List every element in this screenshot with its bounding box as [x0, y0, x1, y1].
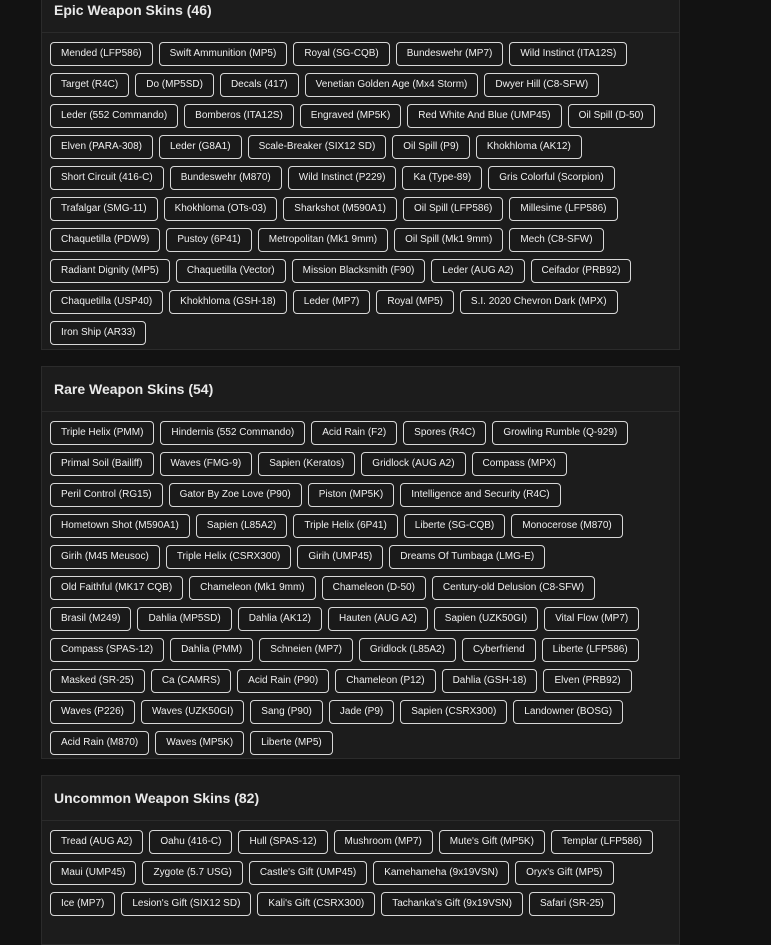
- skin-chip[interactable]: Scale-Breaker (SIX12 SD): [248, 135, 387, 159]
- skin-chip[interactable]: Elven (PRB92): [543, 669, 631, 693]
- skin-chip[interactable]: Gridlock (AUG A2): [361, 452, 465, 476]
- skin-chip[interactable]: Compass (SPAS-12): [50, 638, 164, 662]
- skin-chip[interactable]: Mended (LFP586): [50, 42, 153, 66]
- skin-chip[interactable]: Triple Helix (CSRX300): [166, 545, 292, 569]
- skin-chip[interactable]: Zygote (5.7 USG): [142, 861, 242, 885]
- uncommon-skins-title: Uncommon Weapon Skins (82): [42, 776, 679, 821]
- skin-chip[interactable]: Ka (Type-89): [402, 166, 482, 190]
- skin-chip[interactable]: Triple Helix (PMM): [50, 421, 154, 445]
- skin-chip[interactable]: Royal (SG-CQB): [293, 42, 389, 66]
- skin-chip[interactable]: Templar (LFP586): [551, 830, 653, 854]
- skin-chip[interactable]: Bomberos (ITA12S): [184, 104, 294, 128]
- skin-chip[interactable]: Vital Flow (MP7): [544, 607, 639, 631]
- skin-chip[interactable]: Century-old Delusion (C8-SFW): [432, 576, 595, 600]
- skin-chip[interactable]: Sharkshot (M590A1): [283, 197, 397, 221]
- skin-chip[interactable]: Peril Control (RG15): [50, 483, 163, 507]
- skin-chip[interactable]: Waves (FMG-9): [160, 452, 253, 476]
- skin-chip[interactable]: Engraved (MP5K): [300, 104, 401, 128]
- skin-chip[interactable]: Ca (CAMRS): [151, 669, 231, 693]
- skin-chip[interactable]: Wild Instinct (P229): [288, 166, 397, 190]
- skin-chip[interactable]: Hindernis (552 Commando): [160, 421, 305, 445]
- skin-chip[interactable]: Liberte (MP5): [250, 731, 333, 755]
- rare-skins-panel: [41, 366, 680, 759]
- rare-skins-title: Rare Weapon Skins (54): [42, 367, 679, 412]
- skin-chip[interactable]: Triple Helix (6P41): [293, 514, 397, 538]
- skin-chip[interactable]: Safari (SR-25): [529, 892, 615, 916]
- skin-chip[interactable]: Red White And Blue (UMP45): [407, 104, 561, 128]
- skin-chip[interactable]: Dreams Of Tumbaga (LMG-E): [389, 545, 545, 569]
- skin-chip[interactable]: Girih (M45 Meusoc): [50, 545, 160, 569]
- skin-chip[interactable]: Dahlia (MP5SD): [137, 607, 231, 631]
- skin-chip[interactable]: Ice (MP7): [50, 892, 115, 916]
- skin-chip[interactable]: Swift Ammunition (MP5): [159, 42, 288, 66]
- skin-chip[interactable]: Mute's Gift (MP5K): [439, 830, 545, 854]
- skin-chip[interactable]: Acid Rain (F2): [311, 421, 397, 445]
- skin-chip[interactable]: Dahlia (PMM): [170, 638, 253, 662]
- skin-chip[interactable]: Venetian Golden Age (Mx4 Storm): [305, 73, 479, 97]
- skin-chip[interactable]: Metropolitan (Mk1 9mm): [258, 228, 388, 252]
- skin-chip[interactable]: Growling Rumble (Q-929): [492, 421, 628, 445]
- skin-chip[interactable]: Chaquetilla (PDW9): [50, 228, 160, 252]
- skin-chip[interactable]: Ceifador (PRB92): [531, 259, 632, 283]
- skin-chip[interactable]: Castle's Gift (UMP45): [249, 861, 367, 885]
- skin-chip[interactable]: Piston (MP5K): [308, 483, 394, 507]
- skin-chip[interactable]: Schneien (MP7): [259, 638, 353, 662]
- skin-chip[interactable]: Mission Blacksmith (F90): [292, 259, 426, 283]
- skin-chip[interactable]: Gator By Zoe Love (P90): [169, 483, 302, 507]
- skin-chip[interactable]: Waves (MP5K): [155, 731, 244, 755]
- skin-chip[interactable]: Acid Rain (M870): [50, 731, 149, 755]
- skin-chip[interactable]: Chaquetilla (USP40): [50, 290, 163, 314]
- skin-chip[interactable]: Liberte (SG-CQB): [404, 514, 505, 538]
- skin-chip[interactable]: Kamehameha (9x19VSN): [373, 861, 509, 885]
- skin-chip[interactable]: Compass (MPX): [472, 452, 567, 476]
- skin-chip[interactable]: Masked (SR-25): [50, 669, 145, 693]
- skin-chip[interactable]: Liberte (LFP586): [542, 638, 639, 662]
- skin-chip[interactable]: Sapien (Keratos): [258, 452, 355, 476]
- epic-skins-title: Epic Weapon Skins (46): [42, 0, 679, 33]
- skin-chip[interactable]: Cyberfriend: [462, 638, 536, 662]
- skin-chip[interactable]: S.I. 2020 Chevron Dark (MPX): [460, 290, 618, 314]
- skin-chip[interactable]: Maui (UMP45): [50, 861, 136, 885]
- skin-chip[interactable]: Mech (C8-SFW): [509, 228, 603, 252]
- skin-chip[interactable]: Oryx's Gift (MP5): [515, 861, 613, 885]
- skin-chip[interactable]: Oil Spill (D-50): [568, 104, 655, 128]
- skin-chip[interactable]: Gridlock (L85A2): [359, 638, 456, 662]
- skin-chip[interactable]: Dahlia (AK12): [238, 607, 322, 631]
- skin-chip[interactable]: Sapien (L85A2): [196, 514, 288, 538]
- uncommon-skins-list: [42, 821, 679, 916]
- skin-chip[interactable]: Hauten (AUG A2): [328, 607, 428, 631]
- skin-chip[interactable]: Khokhloma (GSH-18): [169, 290, 287, 314]
- skin-chip[interactable]: Lesion's Gift (SIX12 SD): [121, 892, 251, 916]
- skin-chip[interactable]: Short Circuit (416-C): [50, 166, 164, 190]
- skin-chip[interactable]: Primal Soil (Bailiff): [50, 452, 154, 476]
- skin-chip[interactable]: Chaquetilla (Vector): [176, 259, 286, 283]
- skin-chip[interactable]: Tachanka's Gift (9x19VSN): [381, 892, 523, 916]
- skin-chip[interactable]: Radiant Dignity (MP5): [50, 259, 170, 283]
- skin-chip[interactable]: Spores (R4C): [403, 421, 486, 445]
- skin-chip[interactable]: Waves (UZK50GI): [141, 700, 244, 724]
- skin-chip[interactable]: Millesime (LFP586): [509, 197, 617, 221]
- skin-chip[interactable]: Leder (AUG A2): [431, 259, 524, 283]
- skin-chip[interactable]: Mushroom (MP7): [334, 830, 433, 854]
- skin-chip[interactable]: Sang (P90): [250, 700, 323, 724]
- skin-chip[interactable]: Dahlia (GSH-18): [442, 669, 538, 693]
- skin-chip[interactable]: Bundeswehr (MP7): [396, 42, 504, 66]
- skin-chip[interactable]: Acid Rain (P90): [237, 669, 329, 693]
- skin-chip[interactable]: Khokhloma (AK12): [476, 135, 582, 159]
- rare-skins-list: [42, 412, 679, 755]
- skin-chip[interactable]: Jade (P9): [329, 700, 394, 724]
- skin-chip[interactable]: Oil Spill (LFP586): [403, 197, 503, 221]
- skin-chip[interactable]: Trafalgar (SMG-11): [50, 197, 158, 221]
- skin-chip[interactable]: Chameleon (Mk1 9mm): [189, 576, 315, 600]
- skin-chip[interactable]: Elven (PARA-308): [50, 135, 153, 159]
- skin-chip[interactable]: Dwyer Hill (C8-SFW): [484, 73, 599, 97]
- skin-chip[interactable]: Waves (P226): [50, 700, 135, 724]
- skin-chip[interactable]: Pustoy (6P41): [166, 228, 251, 252]
- skin-chip[interactable]: Bundeswehr (M870): [170, 166, 282, 190]
- skin-chip[interactable]: Gris Colorful (Scorpion): [488, 166, 614, 190]
- uncommon-skins-panel: [41, 775, 680, 945]
- skin-chip[interactable]: Iron Ship (AR33): [50, 321, 146, 345]
- skin-chip[interactable]: Target (R4C): [50, 73, 129, 97]
- skin-chip[interactable]: Sapien (UZK50GI): [434, 607, 538, 631]
- skin-chip[interactable]: Oil Spill (P9): [392, 135, 470, 159]
- skin-chip[interactable]: Girih (UMP45): [297, 545, 383, 569]
- skin-chip[interactable]: Brasil (M249): [50, 607, 131, 631]
- epic-skins-list: [42, 33, 679, 345]
- skin-chip[interactable]: Hometown Shot (M590A1): [50, 514, 190, 538]
- skin-chip[interactable]: Hull (SPAS-12): [238, 830, 327, 854]
- skin-chip[interactable]: Chameleon (D-50): [322, 576, 426, 600]
- skin-chip[interactable]: Decals (417): [220, 73, 299, 97]
- skin-chip[interactable]: Kali's Gift (CSRX300): [257, 892, 375, 916]
- skin-chip[interactable]: Leder (552 Commando): [50, 104, 178, 128]
- skin-chip[interactable]: Tread (AUG A2): [50, 830, 143, 854]
- skin-chip[interactable]: Monocerose (M870): [511, 514, 622, 538]
- skin-chip[interactable]: Chameleon (P12): [335, 669, 435, 693]
- skin-chip[interactable]: Oil Spill (Mk1 9mm): [394, 228, 503, 252]
- skin-chip[interactable]: Royal (MP5): [376, 290, 454, 314]
- skin-chip[interactable]: Landowner (BOSG): [513, 700, 623, 724]
- epic-skins-panel: [41, 0, 680, 350]
- skin-chip[interactable]: Intelligence and Security (R4C): [400, 483, 560, 507]
- skin-chip[interactable]: Leder (G8A1): [159, 135, 242, 159]
- skin-chip[interactable]: Oahu (416-C): [149, 830, 232, 854]
- skin-chip[interactable]: Wild Instinct (ITA12S): [509, 42, 627, 66]
- skin-chip[interactable]: Old Faithful (MK17 CQB): [50, 576, 183, 600]
- skin-chip[interactable]: Do (MP5SD): [135, 73, 214, 97]
- skin-chip[interactable]: Leder (MP7): [293, 290, 371, 314]
- skin-chip[interactable]: Khokhloma (OTs-03): [164, 197, 278, 221]
- skin-chip[interactable]: Sapien (CSRX300): [400, 700, 507, 724]
